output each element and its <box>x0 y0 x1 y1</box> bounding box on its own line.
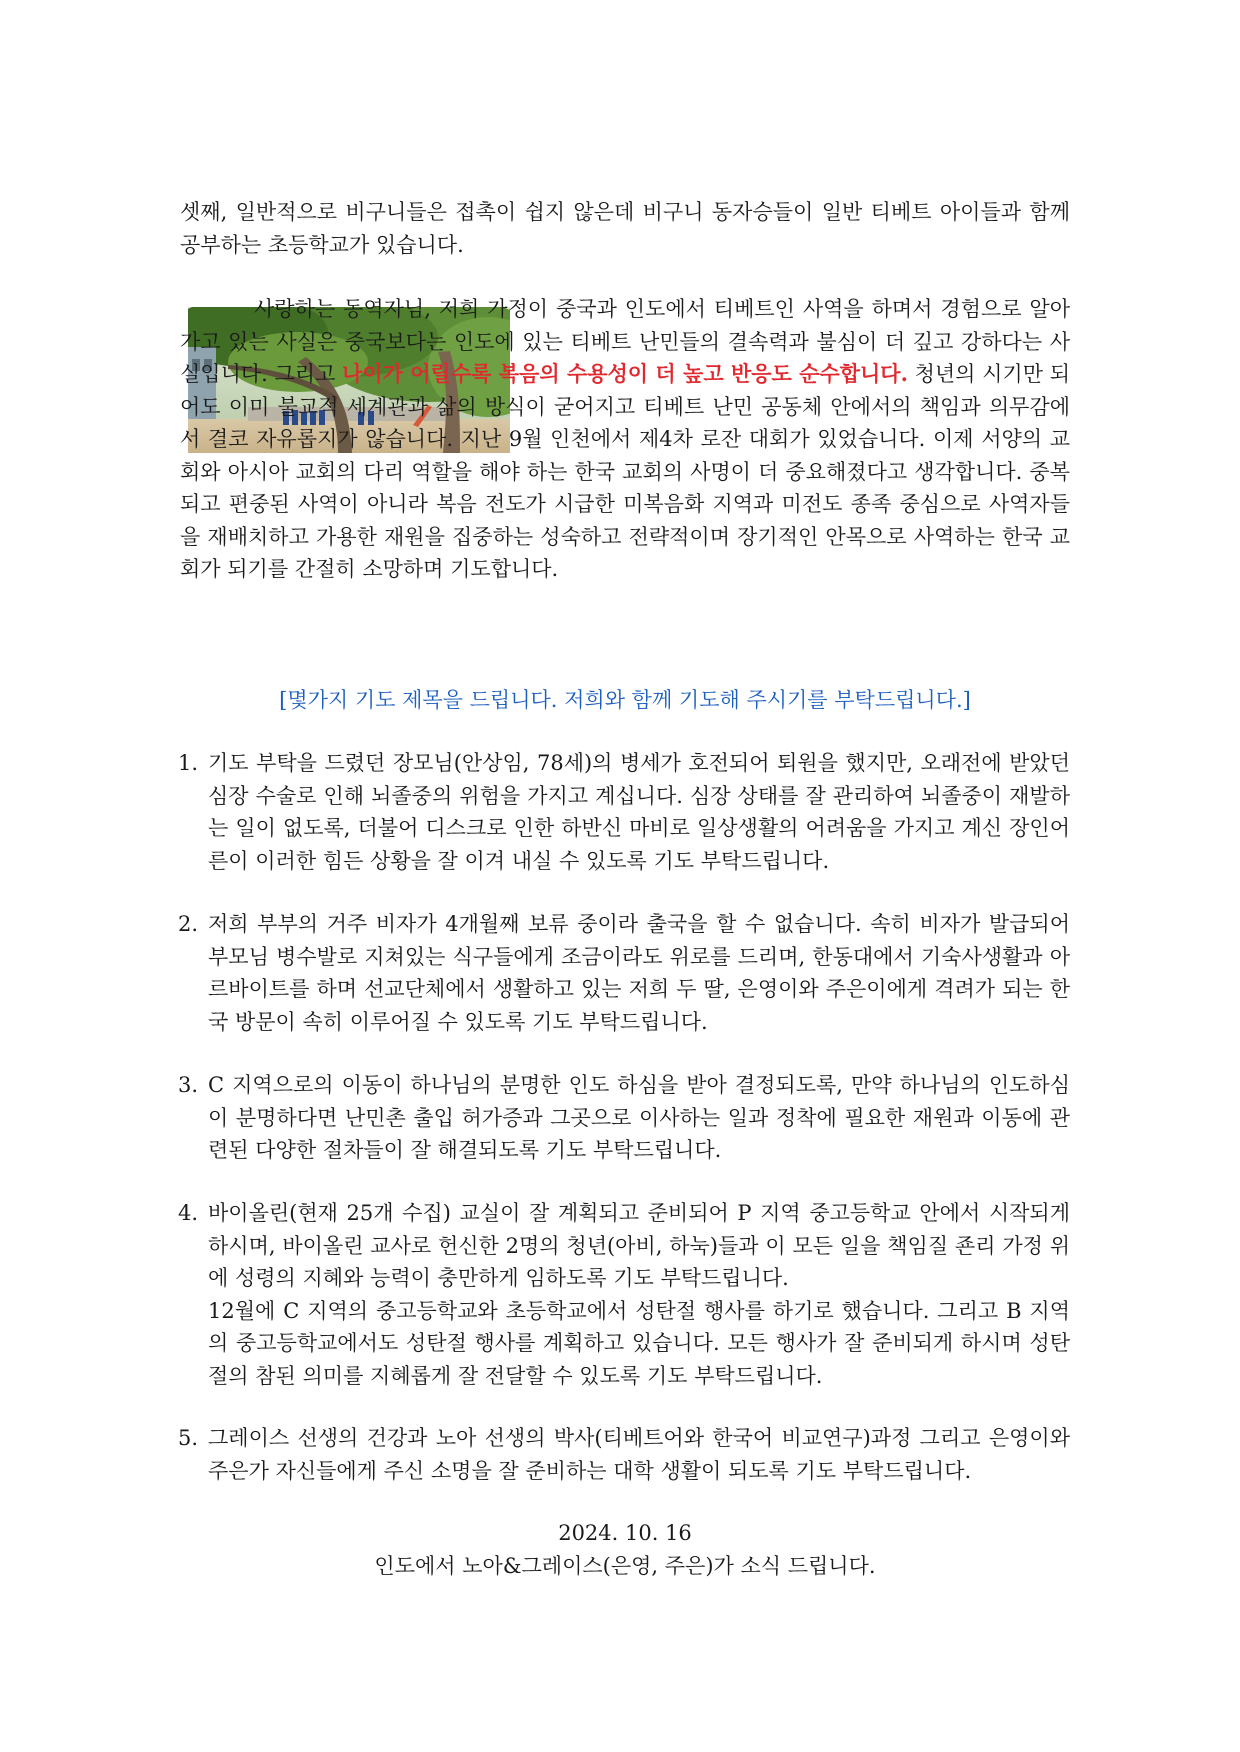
prayer-item-3 <box>178 1069 1070 1167</box>
intro-paragraph: 셋째, 일반적으로 비구니들은 접촉이 쉽지 않은데 비구니 동자승들이 일반 티베트 아이들과 함께 공부하는 초등학교가 있습니다. <box>180 200 1070 257</box>
prayer-item-2 <box>178 908 1070 1038</box>
letter-paragraph <box>180 293 1070 586</box>
prayer-item-5 <box>178 1422 1070 1487</box>
item-number: 3. <box>178 1073 199 1097</box>
item-subtext: 12월에 C 지역의 중고등학교와 초등학교에서 성탄절 행사를 하기로 했습니다. 그리고 B 지역의 중고등학교에서도 성탄절 행사를 계획하고 있습니다. 모든 행사가 잘 준비되게 하시며 성탄절의 참된 의미를 지혜롭게 잘 전달할 수 있도록 기도 부탁드립니다. <box>208 1298 1070 1388</box>
letter-date: 2024. 10. 16 <box>558 1521 692 1545</box>
item-number: 4. <box>178 1201 199 1225</box>
prayer-item-4 <box>178 1197 1070 1392</box>
prayer-item-1 <box>178 747 1070 877</box>
letter-highlight: 나이가 어릴수록 복음의 수용성이 더 높고 반응도 순수합니다. <box>342 361 908 386</box>
item-text: 저희 부부의 거주 비자가 4개월째 보류 중이라 출국을 할 수 없습니다. 속히 비자가 발급되어 부모님 병수발로 지쳐있는 식구들에게 조금이라도 위로를 드리며, 한동대에서 기숙사생활과 아르바이트를 하며 선교단체에서 생활하고 있는 저희 두 딸, 은영이와 주은이에게 격려가 되는 한국 방문이 속히 이루어질 수 있도록 기도 부탁드립니다. <box>208 912 1070 1034</box>
prayer-request-heading: [몇가지 기도 제목을 드립니다. 저희와 함께 기도해 주시기를 부탁드립니다.] <box>279 688 971 712</box>
item-number: 1. <box>178 751 199 775</box>
letter-signature: 인도에서 노아&그레이스(은영, 주은)가 소식 드립니다. <box>374 1554 876 1578</box>
item-text: 기도 부탁을 드렸던 장모님(안상임, 78세)의 병세가 호전되어 퇴원을 했지만, 오래전에 받았던 심장 수술로 인해 뇌졸중의 위험을 가지고 계십니다. 심장 상태를 잘 관리하여 뇌졸중이 재발하는 일이 없도록, 더불어 디스크로 인한 하반신 마비로 일상생활의 어려움을 가지고 계신 장인어른이 이러한 힘든 상황을 잘 이겨 내실 수 있도록 기도 부탁드립니다. <box>208 751 1070 873</box>
item-number: 2. <box>178 912 199 936</box>
item-text: 그레이스 선생의 건강과 노아 선생의 박사(티베트어와 한국어 비교연구)과정 그리고 은영이와 주은가 자신들에게 주신 소명을 잘 준비하는 대학 생활이 되도록 기도 부탁드립니다. <box>208 1426 1070 1483</box>
item-text: C 지역으로의 이동이 하나님의 분명한 인도 하심을 받아 결정되도록, 만약 하나님의 인도하심이 분명하다면 난민촌 출입 허가증과 그곳으로 이사하는 일과 정착에 필요한 재원과 이동에 관련된 다양한 절차들이 잘 해결되도록 기도 부탁드립니다. <box>208 1073 1070 1162</box>
letter-text-part1: 사랑하는 동역자님, 저희 가정이 중국과 인도에서 티베트인 사역을 하며서 경험으로 알아가고 있는 사실은 중국보다는 인도에 있는 티베트 난민들의 결속력과 불심이 더 깊고 강하다는 사실입니다. 그리고 <box>180 297 1070 386</box>
item-text: 바이올린(현재 25개 수집) 교실이 잘 계획되고 준비되어 P 지역 중고등학교 안에서 시작되게 하시며, 바이올린 교사로 헌신한 2명의 청년(아비, 하눅)들과 이 모든 일을 책임질 죤리 가정 위에 성령의 지혜와 능력이 충만하게 임하도록 기도 부탁드립니다. <box>208 1201 1070 1290</box>
letter-text-part2: 청년의 시기만 되어도 이미 불교적 세계관과 삶의 방식이 굳어지고 티베트 난민 공동체 안에서의 책임과 의무감에서 결코 자유롭지가 않습니다. 지난 9월 인천에서 제4차 로잔 대회가 있었습니다. 이제 서양의 교회와 아시아 교회의 다리 역할을 해야 하는 한국 교회의 사명이 더 중요해졌다고 생각합니다. 중복되고 편중된 사역이 아니라 복음 전도가 시급한 미복음화 지역과 미전도 종족 중심으로 사역자들을 재배치하고 가용한 재원을 집중하는 성숙하고 전략적이며 장기적인 안목으로 사역하는 한국 교회가 되기를 간절히 소망하며 기도합니다. <box>180 362 1070 581</box>
item-number: 5. <box>178 1426 199 1450</box>
